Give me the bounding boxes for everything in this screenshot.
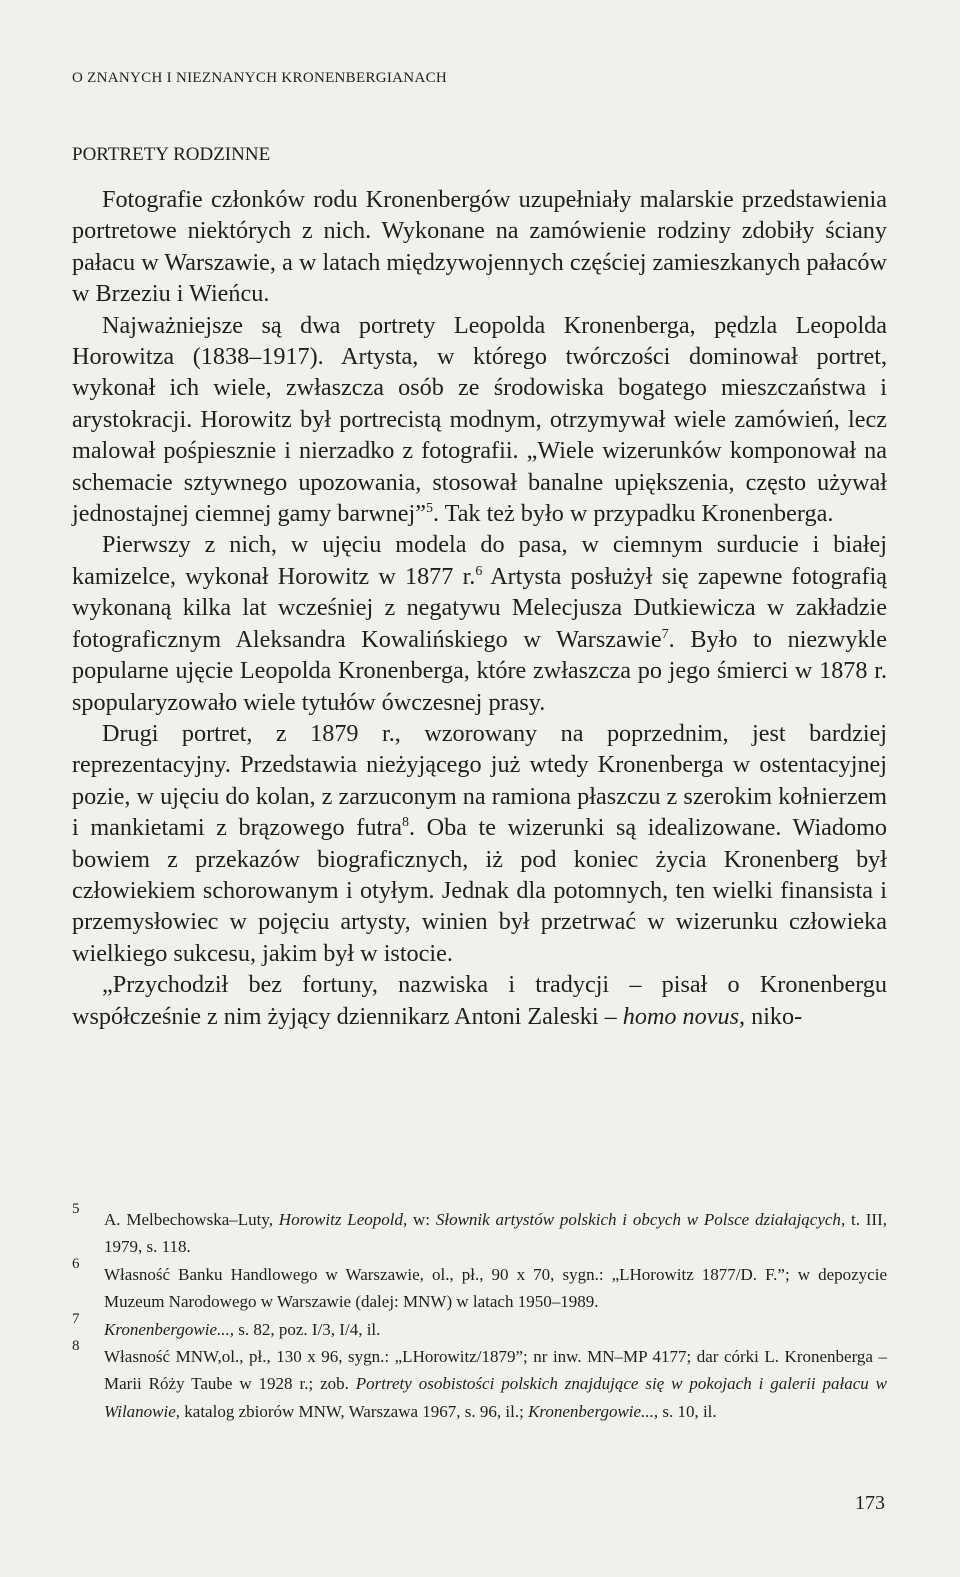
footnote xyxy=(72,1201,887,1261)
text-run: , katalog zbiorów MNW, Warszawa 1967, s. 96, il.; xyxy=(175,1401,529,1421)
footnote-ref: 7 xyxy=(661,626,669,642)
footnote-ref: 6 xyxy=(475,563,483,579)
text-run: . Tak też było w przypadku Kronenberga. xyxy=(432,500,834,528)
page-number: 173 xyxy=(855,1492,885,1514)
text-run: Najważniejsze są dwa portrety Leopolda Kronenberga, pędzla Leopolda Horowitza (1838–1917). Artysta, w którego twórczości dominował portret, wykonał ich wiele, zwłaszcza osób ze środowiska bogatego mieszczaństwa i arystokracji. Horowitz był portrecistą modnym, otrzymywał wiele zamówień, lecz malował pośpiesznie i nierzadko z fotografii. „Wiele wizerunków komponował na schemacie sztywnego upozowania, stosował banalne upiększenia, często używał jednostajnej ciemnej gamy barwnej” xyxy=(72,311,887,528)
paragraph xyxy=(72,310,887,530)
text-run: Artysta posłużył się zapewne fotografią wykonaną kilka lat wcześniej z negatywu Melecjusza Dutkiewicza w zakładzie fotograficznym Aleksandra Kowalińskiego w Warszawie xyxy=(72,562,887,653)
italic-text: Kronenbergowie... xyxy=(528,1401,654,1421)
text-run: . Oba te wizerunki są idealizowane. Wiadomo bowiem z przekazów biograficznych, iż pod koniec życia Kronenberg był człowiekiem schorowanym i otyłym. Jednak dla potomnych, ten wielki finansista i przemysłowiec w pojęciu artysty, winien był przetrwać w wizerunku człowieka wielkiego sukcesu, jakim był w istocie. xyxy=(72,814,887,967)
text-run: „Przychodził bez fortuny, nazwiska i tradycji – pisał o Kronenbergu współcześnie z nim żyjący dziennikarz Antoni Zaleski – xyxy=(72,971,887,1030)
paragraph xyxy=(72,969,887,1032)
text-run: Własność Banku Handlowego w Warszawie, ol., pł., 90 x 70, sygn.: „LHorowitz 1877/D. F.”; w depozycie Muzeum Narodowego w Warszawie (dalej: MNW) w latach 1950–1989. xyxy=(104,1264,887,1312)
footnote-number: 8 xyxy=(72,1338,80,1355)
footnote xyxy=(72,1310,887,1343)
italic-text: Słownik artystów polskich i obcych w Polsce działających xyxy=(435,1210,841,1229)
italic-text: Horowitz Leopold xyxy=(278,1210,403,1229)
text-run: A. Melbechowska–Luty, xyxy=(104,1210,279,1229)
footnote-ref: 5 xyxy=(425,501,433,517)
italic-text: Portrety osobistości polskich znajdujące się w pokojach i galerii pałacu w Wilanowie xyxy=(104,1374,888,1421)
body-text xyxy=(72,184,887,1032)
text-run: . Było to niezwykle popularne ujęcie Leopolda Kronenberga, które zwłaszcza po jego śmierci w 1878 r. spopularyzowało wiele tytułów ówczesnej prasy. xyxy=(72,625,888,716)
footnote-number: 5 xyxy=(72,1201,80,1217)
footnote xyxy=(72,1255,887,1316)
text-run: , s. 82, poz. I/3, I/4, il. xyxy=(229,1319,381,1339)
section-title: PORTRETY RODZINNE xyxy=(72,144,271,165)
footnote-ref: 8 xyxy=(401,815,409,831)
footnotes xyxy=(72,1201,888,1425)
text-run: Fotografie członków rodu Kronenbergów uzupełniały malarskie przedstawienia portretowe niektórych z nich. Wykonane na zamówienie rodziny zdobiły ściany pałacu w Warszawie, a w latach międzywojennych częściej zamieszkanych pałaców w Brzeziu i Wieńcu. xyxy=(72,186,887,308)
text-run: , w: xyxy=(402,1210,436,1229)
text-run: , niko- xyxy=(739,1002,803,1030)
text-run: Własność MNW,ol., pł., 130 x 96, sygn.: „LHorowitz/1879”; nr inw. MN–MP 4177; dar córki L. Kronenberga – Marii Róży Taube w 1928 r.; zob. xyxy=(104,1347,887,1394)
paragraph xyxy=(72,718,887,969)
italic-text: Kronenbergowie... xyxy=(104,1319,230,1339)
footnote-number: 7 xyxy=(72,1310,80,1327)
paragraph xyxy=(72,529,887,717)
footnote xyxy=(72,1338,888,1425)
text-run: , t. III, 1979, s. 118. xyxy=(104,1210,887,1257)
italic-text: homo novus xyxy=(622,1002,739,1030)
text-run: Drugi portret, z 1879 r., wzorowany na poprzednim, jest bardziej reprezentacyjny. Przedstawia nieżyjącego już wtedy Kronenberga w ostentacyjnej pozie, w ujęciu do kolan, z zarzuconym na ramiona płaszczu z szerokim kołnierzem i mankietami z brązowego futra xyxy=(72,719,887,842)
text-run: Pierwszy z nich, w ujęciu modela do pasa, w ciemnym surducie i białej kamizelce, wykonał Horowitz w 1877 r. xyxy=(72,531,887,590)
text-run: , s. 10, il. xyxy=(653,1401,717,1421)
footnote-number: 6 xyxy=(72,1255,80,1272)
paragraph xyxy=(72,184,887,310)
running-head: O ZNANYCH I NIEZNANYCH KRONENBERGIANACH xyxy=(72,70,448,86)
